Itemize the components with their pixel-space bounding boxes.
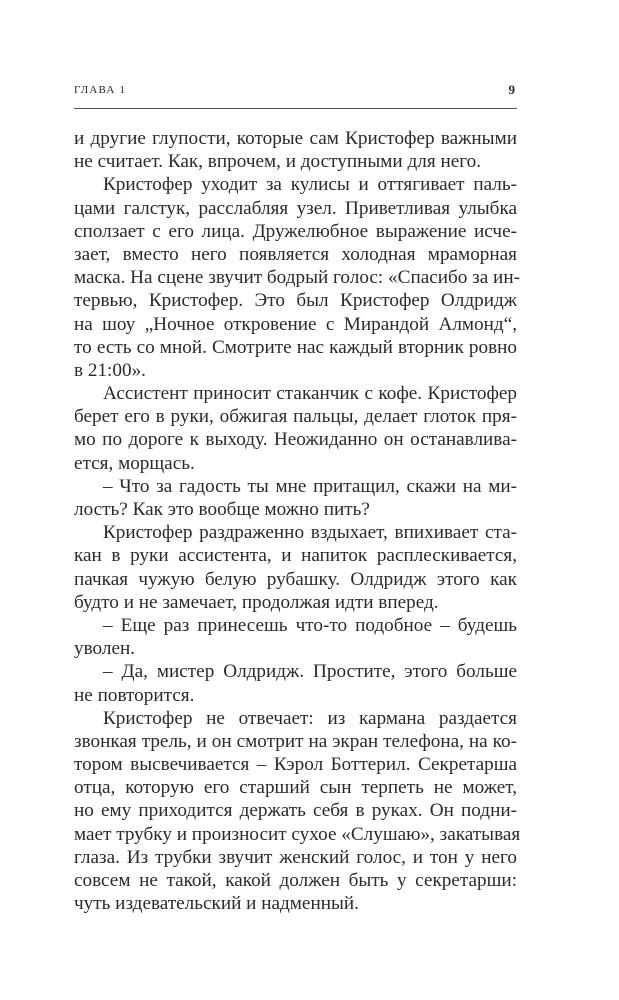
chapter-title: ГЛАВА 1 — [74, 84, 127, 96]
body-text — [74, 127, 521, 915]
paragraph — [74, 521, 517, 614]
text-line: отца, которую его старший сын терпеть не может, — [74, 777, 517, 799]
text-line: зает, вместо него появляется холодная мраморная — [74, 243, 517, 265]
text-line: Кристофер не отвечает: из кармана раздается — [103, 707, 517, 729]
text-line: – Да, мистер Олдридж. Простите, этого больше — [103, 661, 517, 683]
paragraph — [74, 475, 517, 521]
text-line: сползает с его лица. Дружелюбное выражение исче- — [74, 220, 517, 242]
text-line: Кристофер уходит за кулисы и оттягивает паль- — [103, 174, 517, 196]
text-line: – Что за гадость ты мне притащил, скажи на ми- — [103, 475, 517, 497]
text-line: не считает. Как, впрочем, и доступными для него. — [74, 151, 482, 173]
text-line: тором высвечивается – Кэрол Боттерил. Секретарша — [74, 754, 517, 776]
paragraph — [74, 382, 517, 475]
text-line: Ассистент приносит стаканчик с кофе. Кристофер — [103, 383, 517, 405]
running-header — [74, 78, 517, 109]
text-line: цами галстук, расслабляя узел. Приветливая улыбка — [74, 197, 517, 219]
text-line: звонкая трель, и он смотрит на экран телефона, на ко- — [74, 730, 517, 752]
paragraph — [74, 660, 517, 706]
text-line: кан в руки ассистента, и напиток расплескивается, — [74, 545, 517, 567]
text-line: пачкая чужую белую рубашку. Олдридж этого как — [74, 568, 517, 590]
paragraph — [74, 173, 520, 382]
text-line: не повторится. — [74, 684, 195, 706]
text-line: – Еще раз принесешь что-то подобное – будешь — [103, 614, 517, 636]
paragraph — [74, 127, 517, 173]
text-line: маска. На сцене звучит бодрый голос: «Спасибо за ин- — [74, 267, 520, 289]
text-line: чуть издевательский и надменный. — [74, 893, 359, 915]
text-line: и другие глупости, которые сам Кристофер важными — [74, 128, 517, 149]
text-line: лость? Как это вообще можно пить? — [74, 499, 370, 520]
paragraph — [74, 707, 521, 916]
text-line: мает трубку и произносит сухое «Слушаю», закатывая — [74, 823, 521, 845]
text-line: будто и не замечает, продолжая идти вперед. — [74, 591, 439, 613]
text-line: ется, морщась. — [74, 452, 195, 474]
page-number: 9 — [508, 82, 515, 97]
text-line: берет его в руки, обжигая пальцы, делает глоток пря- — [74, 406, 517, 428]
text-line: в 21:00». — [74, 359, 146, 381]
text-line: но ему приходится держать себя в руках. Он подни- — [74, 800, 517, 822]
text-line: мо по дороге к выходу. Неожиданно он останавлива- — [74, 429, 517, 451]
text-line: то есть со мной. Смотрите нас каждый вторник ровно — [74, 336, 517, 358]
paragraph — [74, 614, 517, 660]
text-line: тервью, Кристофер. Это был Кристофер Олдридж — [74, 290, 517, 312]
text-line: глаза. Из трубки звучит женский голос, и тон у него — [74, 846, 517, 868]
text-line: на шоу „Ночное откровение с Мирандой Алмонд“, — [74, 313, 517, 335]
text-line: уволен. — [74, 638, 136, 660]
text-line: Кристофер раздраженно вздыхает, впихивает ста- — [103, 522, 517, 544]
text-line: совсем не такой, какой должен быть у секретарши: — [74, 870, 517, 891]
